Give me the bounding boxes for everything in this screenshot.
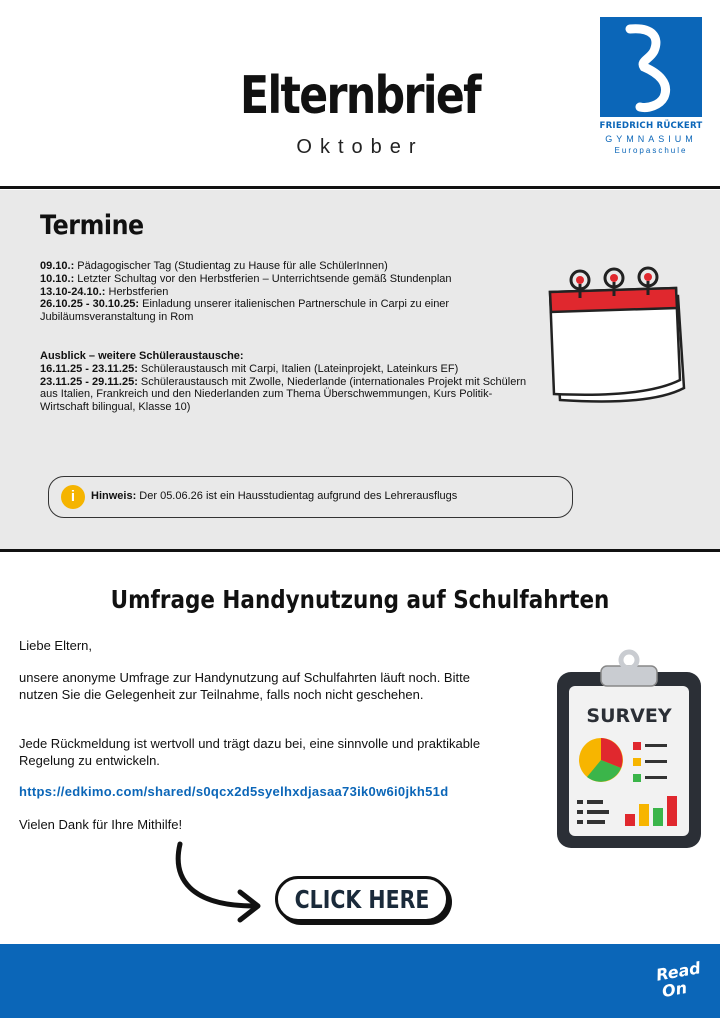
survey-link[interactable]: https://edkimo.com/shared/s0qcx2d5syelhxdjasaa73ik0w6i0jkh51d: [19, 784, 449, 799]
thanks-text: Vielen Dank für Ihre Mithilfe!: [19, 817, 183, 832]
read-on-logo: [652, 960, 708, 1006]
divider: [0, 549, 720, 552]
survey-label: SURVEY: [586, 705, 672, 727]
logo-text-line1: FRIEDRICH RÜCKERT: [599, 121, 703, 131]
event-text: Pädagogischer Tag (Studientag zu Hause für alle SchülerInnen): [74, 260, 388, 272]
divider: [0, 186, 720, 189]
event-date: 09.10.:: [40, 260, 75, 272]
event-text: Einladung unserer italienischen Partnerschule in Carpi zu einer Jubiläumsveranstaltung in Rom: [40, 298, 450, 324]
logo-mark: [600, 17, 702, 117]
logo-3-icon: [600, 17, 702, 117]
survey-paragraph-1: unsere anonyme Umfrage zur Handynutzung auf Schulfahrten läuft noch. Bitte nutzen Sie die Gelegenheit zur Teilnahme, falls noch nicht geschehen.: [19, 670, 470, 702]
hint-label: Hinweis:: [91, 490, 137, 502]
survey-heading: Umfrage Handynutzung auf Schulfahrten: [110, 585, 610, 614]
click-here-button[interactable]: [275, 876, 449, 922]
outlook-item: [40, 376, 540, 414]
logo-text-line3: Europaschule: [614, 146, 688, 155]
event-date: 26.10.25 - 30.10.25:: [40, 298, 140, 311]
event-date: 23.11.25 - 29.11.25:: [40, 375, 138, 388]
letter-header: [0, 0, 720, 188]
arrow-icon: [170, 838, 270, 928]
greeting: Liebe Eltern,: [19, 638, 92, 653]
termine-section: [0, 190, 720, 549]
page-title: Elternbrief: [239, 66, 481, 126]
info-icon: i: [61, 485, 85, 509]
event-text: Schüleraustausch mit Carpi, Italien (Lateinprojekt, Lateinkurs EF): [137, 362, 459, 375]
event-text: Schüleraustausch mit Zwolle, Niederlande (internationales Projekt mit Schülern aus Italien, Frankreich und den Niederlanden zum Thema Überschwemmungen, Kurs Politik-Wirtschaft bilingual, Klasse 10): [40, 375, 527, 414]
event-item: [40, 286, 540, 299]
event-date: 10.10.:: [40, 272, 75, 285]
event-list: [40, 260, 540, 414]
event-item: [40, 273, 540, 286]
hint-box: [48, 476, 573, 518]
event-date: 13.10-24.10.:: [40, 285, 106, 298]
school-logo: [598, 17, 704, 157]
survey-paragraph-2: Jede Rückmeldung ist wertvoll und trägt dazu bei, eine sinnvolle und praktikable Regelung zu entwickeln.: [19, 736, 481, 768]
outlook-heading-text: Ausblick – weitere Schüleraustausche:: [40, 349, 244, 362]
read-on-text-2: On: [660, 977, 689, 1002]
page-subtitle: Oktober: [296, 136, 424, 158]
footer-bar: [0, 944, 720, 1018]
read-on-text-1: Read: [654, 958, 702, 985]
survey-clipboard-icon: [553, 648, 705, 852]
outlook-heading: [40, 350, 540, 363]
event-date: 16.11.25 - 23.11.25:: [40, 362, 138, 375]
termine-heading: Termine: [40, 210, 144, 241]
event-text: Herbstferien: [105, 285, 169, 298]
hint-text: [91, 490, 457, 502]
click-here-label: CLICK HERE: [294, 885, 430, 914]
event-item: [40, 298, 540, 324]
logo-text-line2: GYMNASIUM: [605, 134, 697, 144]
event-item: [40, 260, 540, 273]
hint-message: Der 05.06.26 ist ein Hausstudientag aufgrund des Lehrerausflugs: [136, 490, 458, 502]
calendar-icon: [540, 260, 690, 410]
event-text: Letzter Schultag vor den Herbstferien – Unterrichtsende gemäß Stundenplan: [74, 272, 452, 285]
outlook-item: [40, 363, 540, 376]
